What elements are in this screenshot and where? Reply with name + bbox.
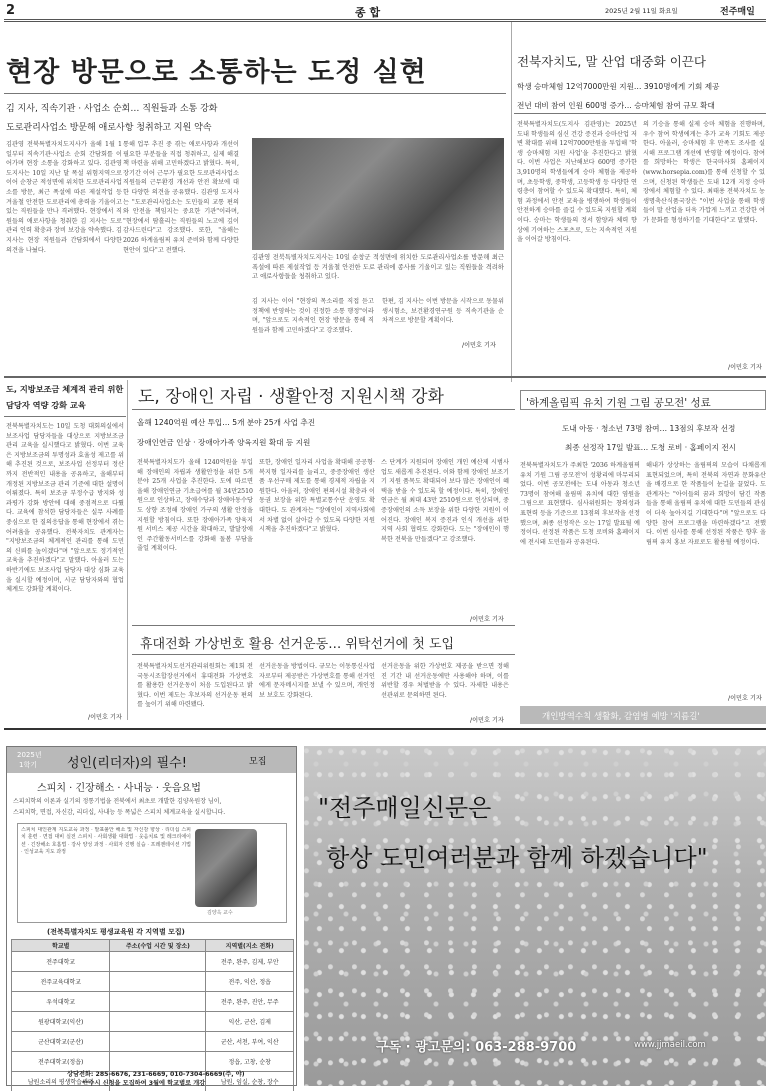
ad-desc-1: 스피치학의 이론과 실기의 정통기법을 전북에서 최초로 개발한 김양옥원장 님이, (13, 798, 222, 805)
table-cell: 군산, 서천, 부여, 익산 (206, 1032, 294, 1052)
lead-body-col-3: 김 지사는 이어 "현장의 목소리를 직접 듣고 정책에 반영하는 것이 진정한 소통 행정"이라며, "앞으로도 지속적인 현장 방문을 통해 직원들과 함께 고민하겠다"고 강조했다. (252, 298, 374, 334)
contest-body-col-1: 전북특별자치도가 주최한 '2036 하계올림픽 유치 기원 그림 공모전'이 성황리에 마무리되었다. 이번 공모전에는 도내 아동과 청소년 73명이 참여해 올림픽 유치에 대한 염원을 그림으로 표현했다. 심사위원회는 창의성과 표현력 등을 기준으로 13점의 후보작을 선정했으며, 최종 선정작은 오는 17일 발표될 예정이다. 선정된 작품은 도청 로비와 홈페이지에 전시돼 도민들과 공유된다. (520, 462, 640, 546)
horse-body-col-2: 의 기승을 통해 실제 승마 체험을 진행하며, 우수 참여 학생에게는 추가 교육 기회도 제공한다. 아울러, 승마체험 후 만족도 조사를 실시해 프로그램 개선에 반영할 예정이다. 참여를 희망하는 학생은 한국마사회 홈페이지(www.horsepia.com)를 통해 신청할 수 있으며, 신청된 학생들은 도내 12개 지정 승마장에서 체험할 수 있다. 최태용 전북자치도 농생명축산식품국장은 "이번 사업을 통해 학생들이 말 산업을 더욱 가깝게 느끼고 건강한 여가 문화를 형성하기를 기대한다"고 말했다. (643, 121, 765, 224)
disability-body-col-1: 전북특별자치도가 올해 1240억원을 투입해 장애인의 자립과 생활안정을 위한 5개 분야 25개 사업을 추진한다. 도에 따르면 올해 장애인연금 기초급여를 월 34만2510원으로 인상하고, 장애수당과 장애아동수당도 상향 조정해 장애인 가구의 생활 안정을 지원할 방침이다. 또한 장애아가족 양육지원 서비스 제공 시간을 확대하고, 발달장애인 주간활동서비스를 강화해 돌봄 부담을 줄일 계획이다. (137, 459, 253, 553)
phone-body-col-1: 전북특별자치도선거관리위원회는 제1회 전국동시조합장선거에서 휴대전화 가상번호를 활용한 선거운동이 처음 도입된다고 밝혔다. 이번 제도는 후보자의 선거운동 편의를 높이기 위해 마련됐다. (137, 663, 253, 709)
subsidy-headline: 도, 지방보조금 체계적 관리 위한 담당자 역량 강화 교육 (6, 384, 124, 410)
table-cell: 전주교육대학교 (12, 972, 110, 992)
table-cell (110, 952, 206, 972)
lead-photo-caption: 김관영 전북특별자치도지사는 10일 순창군 적성면에 위치한 도로관리사업소를 방문해 최근 폭설에 따른 제설작업 등 겨울철 안전한 도로 관리에 종사를 기울이고 있는 직원들을 격려하고 애로사항들을 청취하고 있다. (252, 254, 504, 280)
ad-term: 1학기 (19, 761, 37, 769)
disability-body-col-3: 스 단계가 지원되며 장애인 개인 예산제 시범사업도 새롭게 추진된다. 이와 함께 장애인 보조기기 지원 품목도 확대되어 보다 많은 장애인이 혜택을 받을 수 있도록 할 예정이다. 특히, 장애인연금은 월 최대 43만 2510원으로 인상되며, 중증장애인의 소득 보장을 위한 다양한 지원이 이어진다. 장애인 복지 증진과 인식 개선을 위한 지역 사회 협력도 강화한다. 도는 "장애인이 행복한 전북을 만들겠다"고 강조했다. (381, 459, 509, 543)
ad-slogan-line-1: "전주매일신문은 (318, 794, 492, 822)
ad-portrait (195, 829, 257, 907)
ad-year: 2025년 (17, 751, 42, 759)
page-number: 2 (6, 3, 16, 18)
ad-desc-2: 스피치학, 면접, 자신감, 리더십, 사내능 등 폭넓은 스피치 체계교육을 실시합니다. (13, 809, 226, 816)
lead-headline: 현장 방문으로 소통하는 도정 실현 (6, 57, 427, 88)
lead-photo (252, 138, 504, 250)
table-cell: 전주, 익산, 정읍 (206, 972, 294, 992)
disability-headline: 도, 장애인 자립 · 생활안정 지원시책 강화 (138, 387, 444, 407)
phone-body-col-3: 선거운동을 위한 가상번호 제공을 받으면 정해진 기간 내 선거운동에만 사용해야 하며, 이를 위반할 경우 처벌받을 수 있다. 자세한 내용은 선관위로 문의하면 된다. (381, 663, 509, 699)
contest-byline: /이민호 기자 (728, 695, 762, 702)
right-column-rule (511, 22, 512, 382)
ad-slogan-line-2: 항상 도민여러분과 함께 하겠습니다" (326, 844, 708, 872)
ad-title: 성인(리더자)의 필수! (67, 756, 187, 771)
disability-body-col-2: 또한, 장애인 일자리 사업을 확대해 공공형·복지형 일자리를 늘리고, 중증장애인 생산품 우선구매 제도를 통해 경제적 자립을 지원한다. 아울러, 장애인 편의시설 확충과 이동권 보장을 위한 특별교통수단 운영도 확대한다. 도 관계자는 "장애인이 지역사회에서 차별 없이 살아갈 수 있도록 다양한 지원시책을 추진하겠다"고 밝혔다. (259, 459, 375, 534)
horse-headline: 전북자치도, 말 산업 대중화 이끈다 (517, 54, 706, 69)
table-cell: 전주대학교(정읍) (12, 1052, 110, 1072)
table-cell: 정읍, 고창, 순창 (206, 1052, 294, 1072)
ad-portrait-label: 김양옥 교수 (207, 910, 233, 916)
col-rule-a (127, 380, 128, 720)
ad-table-title: (전북특별자치도 평생교육원 각 지역별 모집) (47, 928, 185, 936)
ad-table-header: 학교별 (12, 940, 110, 952)
ad-table-header: 주소(수업 시간 및 장소) (110, 940, 206, 952)
horse-rule (514, 113, 766, 114)
ad-info-text: 스피치 대인관계 지도교육 과정 · 발표불안 해소 및 자신감 향상 · 리더십 스피치 훈련 · 면접 대비 실전 스피치 · 사회생활 대화법 · 웃음치료 및 레크리에이션 · 긴장해소 호흡법 · 강사 양성 과정 · 사회자 진행 실습 · 프레젠테이션 기법 · 인성교육 지도 과정 (21, 827, 191, 856)
health-banner-text: 개인방역수칙 생활화, 감염병 예방 '지름길' (542, 712, 700, 722)
table-row (12, 1032, 294, 1052)
ad-table-header: 지역별(지소 전화) (206, 940, 294, 952)
table-row (12, 952, 294, 972)
table-cell: 전주대학교 (12, 952, 110, 972)
table-cell (110, 992, 206, 1012)
disability-subhead-1: 올해 1240억원 예산 투입… 5개 분야 25개 사업 추진 (137, 418, 316, 427)
ad-website[interactable]: www.jjmaeil.com (634, 1040, 706, 1050)
table-cell: 군산대학교(군산) (12, 1032, 110, 1052)
contest-headline: '하계올림픽 유치 기원 그림 공모전' 성료 (526, 397, 711, 409)
horse-subhead-2: 전년 대비 참여 인원 600명 증가… 승마체험 참여 규모 확대 (517, 101, 715, 110)
table-row (12, 1012, 294, 1032)
phone-rule (132, 654, 515, 655)
subsidy-body: 전북특별자치도는 10일 도청 대회의실에서 보조사업 담당자들을 대상으로 지방보조금 관리 교육을 실시했다고 밝혔다. 이번 교육은 지방보조금의 투명성과 효율성 제고를 위해 추진된 것으로, 보조사업 선정부터 정산까지 전반적인 내용을 공유하고, 올해부터 개정된 지방보조금 관리 기준에 대한 설명이 이뤄졌다. 특히 보조금 부정수급 방지와 성과평가 강화 방안에 대해 중점적으로 다뤘다. 교육에 참석한 담당자들은 실무 사례를 중심으로 한 질의응답을 통해 현장에서 겪는 어려움을 공유했다. 전북자치도 관계자는 "지방보조금의 체계적인 관리를 통해 도민의 신뢰를 높이겠다"며 "앞으로도 정기적인 교육을 추진하겠다"고 말했다. 아울러 도는 하반기에도 보조사업 담당자 대상 심화 교육을 실시할 예정이며, 시군 담당자와의 협업 체계도 강화할 계획이다. (6, 423, 124, 594)
phone-top-rule (132, 625, 515, 626)
ad-top-rule (4, 728, 766, 730)
lead-byline: /이민호 기자 (462, 342, 496, 349)
table-row (12, 972, 294, 992)
table-cell: 원광대학교(익산) (12, 1012, 110, 1032)
horse-subhead-1: 학생 승마체험 12억7000만원 지원… 3910명에게 기회 제공 (517, 82, 720, 91)
lead-subhead-2: 도로관리사업소 방문해 애로사항 청취하고 지원 약속 (6, 123, 212, 133)
table-cell (110, 1012, 206, 1032)
table-row (12, 992, 294, 1012)
horse-byline: /이민호 기자 (728, 364, 762, 371)
table-cell: 남원소리의 평생학습센터 (12, 1072, 110, 1091)
table-cell (110, 972, 206, 992)
ad-recruit: 모집 (249, 757, 267, 767)
phone-byline: /이민호 기자 (470, 717, 504, 724)
header-rule (4, 19, 766, 22)
disability-byline: /이민호 기자 (470, 616, 504, 623)
lead-body-col-4: 한편, 김 지사는 이번 방문을 시작으로 동물위생시험소, 보건환경연구원 등 직속기관을 순차적으로 방문할 계획이다. (382, 298, 504, 325)
table-cell: 우석대학교 (12, 992, 110, 1012)
ad-courses: 스피치 · 긴장해소 · 사내능 · 웃음요법 (37, 783, 201, 794)
disability-subhead-2: 장애인연금 인상 · 장애아가족 양육지원 확대 등 지원 (137, 438, 311, 447)
disability-rule (132, 409, 515, 410)
paper-name: 전주매일 (720, 7, 755, 17)
table-cell: 익산, 군산, 김제 (206, 1012, 294, 1032)
ad-subscribe-contact: 구독 · 광고문의: 063-288-9700 (376, 1040, 577, 1055)
lead-subhead-1: 김 지사, 직속기관 · 사업소 순회… 직원들과 소통 강화 (6, 104, 218, 114)
phone-body-col-2: 선거운동을 방법이다. 규모는 이동통신사업자로부터 제공받은 가상번호를 통해 선거인에게 문자메시지를 보낼 수 있으며, 개인정보 보호도 강화된다. (259, 663, 375, 699)
table-cell: 전주, 완주, 진안, 무주 (206, 992, 294, 1012)
mid-rule (4, 376, 766, 378)
ad-note: **수시 신청을 모집하여 3월에 학교별로 개강 (82, 1080, 206, 1087)
phone-headline: 휴대전화 가상번호 활용 선거운동… 위탁선거에 첫 도입 (140, 637, 455, 652)
subsidy-rule (4, 416, 126, 417)
table-cell: 전주, 완주, 김제, 부안 (206, 952, 294, 972)
ad-contact: 상담전화: 285-6676, 231-6669, 010-7304-6669(주, 야) (67, 1071, 245, 1078)
contest-subhead-2: 최종 선정작 17일 발표… 도청 로비 · 홈페이지 전시 (565, 443, 737, 452)
lead-rule (4, 93, 506, 94)
section-label: 종 합 (355, 6, 381, 19)
lead-body-col-2: 통해 업무 추진 중 겪는 애로사항과 개선이 필요한 부분들을 직접 청취하고, 실제 해결책 마련을 위해 고민하겠다고 밝혔다. 특히, 장기간 이어 근무가 필요한 도로관리사업소 직원들의 근무환경 개선과 안전 확보에 대한 다양한 의견을 공유했다. 김관영 도지사는 "도로관리사업소는 도민들의 교통 편의와 안전을 책임지는 중요한 기관"이라며, "현장에서 땀흘리는 직원들의 노고에 깊이 감사드린다"고 강조했다. 또한, "올해는 2026 하계올림픽 유치 준비와 함께 다양한 현안이 있다"고 전했다. (123, 141, 239, 254)
newspaper-ad (304, 746, 766, 1086)
issue-date: 2025년 2월 11일 화요일 (605, 7, 678, 15)
table-cell: 남원, 임실, 순창, 장수 (206, 1072, 294, 1091)
contest-subhead-1: 도내 아동 · 청소년 73명 참여… 13점의 후보작 선정 (562, 424, 736, 433)
speech-ad (6, 746, 297, 1086)
subsidy-byline: /이민호 기자 (88, 714, 122, 721)
horse-body-col-1: 전북특별자치도(도지사 김관영)는 2025년 도내 학생들의 심신 건강 증진과 승마산업 저변 확대를 위해 12억7000만원을 투입해 '학생 승마체험 지원 사업'을 추진한다고 밝혔다. 이번 사업은 지난해보다 600명 증가한 3,910명의 학생들에게 승마 체험을 제공하며, 초등학생, 중학생, 고등학생 등 다양한 연령층이 참여할 수 있도록 확대했다. 특히, 체험 과정에서 안전 교육을 병행하여 학생들이 안전하게 승마를 즐길 수 있도록 지원할 계획이다. 승마는 학생들의 정서 함양과 체력 향상에 기여하는 스포츠로, 도는 지속적인 지원을 이어갈 방침이다. (517, 121, 637, 244)
contest-body-col-2: 해내가 상상하는 올림픽의 모습이 다채롭게 표현되었으며, 특히 전북의 자연과 문화유산을 배경으로 한 작품들이 눈길을 끌었다. 도 관계자는 "아이들의 꿈과 희망이 담긴 작품들을 통해 올림픽 유치에 대한 도민들의 관심이 더욱 높아지길 기대한다"며 "앞으로도 다양한 참여 프로그램을 마련하겠다"고 전했다. 이번 심사를 통해 선정된 작품은 향후 올림픽 유치 홍보 자료로도 활용될 예정이다. (646, 462, 766, 546)
table-cell (110, 1032, 206, 1052)
lead-body-col-1: 김관영 전북특별자치도지사가 올해 1월 1일부터 직속기관·사업소 순회 간담회를 이어가며 현장 소통을 강화하고 있다. 김관영 도지사는 10일 지난 달 폭설 위험지역으로 이어 순창군 적성면에 위치한 도로관리사업소를 방문, 최근 폭설에 따른 제설작업 등 겨울철 안전한 도로관리에 총력을 기울이고 있는 직원들을 만나 격려했다. 현장에서 직원들의 애로사항을 청취한 김 지사는 도로 관리 인력 확충과 장비 보강을 약속했다. 김 지사는 현장 직원들과 간담회에서 다양한 의견을 나눴다. (6, 141, 122, 254)
